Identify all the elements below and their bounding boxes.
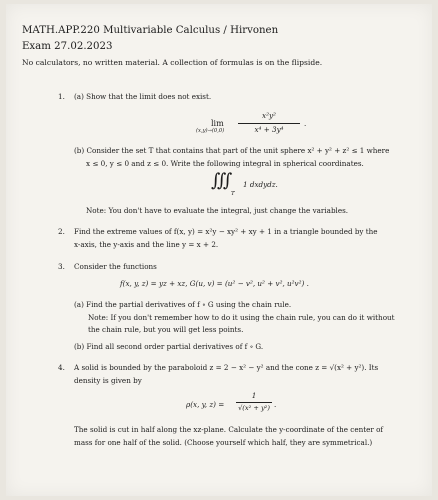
q3-number: 3. (58, 262, 65, 271)
q1b-line2: x ≤ 0, y ≤ 0 and z ≤ 0. Write the following integral in spherical coordinates. (86, 159, 364, 168)
q1-lim-denominator: x⁴ + 3y⁴ (254, 125, 284, 134)
q2-line2: x-axis, the y-axis and the line y = x + 2. (74, 240, 219, 249)
q3-note-line1: Note: If you don't remember how to do it using the chain rule, you can do it without (88, 313, 395, 322)
q3a-text: (a) Find the partial derivatives of f ∘ G using the chain rule. (74, 300, 292, 309)
q4-line1: A solid is bounded by the paraboloid z = 2 − x² − y² and the cone z = √(x² + y²). Its (74, 363, 379, 372)
q4-rho-period: . (274, 400, 277, 409)
q1-number: 1. (58, 92, 65, 101)
q1-lim-word: lim (211, 119, 224, 128)
q4-line4: mass for one half of the solid. (Choose yourself which half, they are symmetrical.) (74, 438, 373, 447)
exam-date: Exam 27.02.2023 (22, 41, 113, 52)
q1-integrand: 1 dxdydz. (243, 180, 278, 189)
exam-sheet (6, 4, 432, 496)
q2-number: 2. (58, 227, 65, 236)
q1-note: Note: You don't have to evaluate the integral, just change the variables. (86, 206, 349, 215)
q4-line3: The solid is cut in half along the xz-plane. Calculate the y-coordinate of the center of (74, 425, 384, 434)
q4-rho-lhs: ρ(x, y, z) = (186, 400, 225, 409)
q1-integral-subscript: T (231, 191, 235, 197)
q3-note-line2: the chain rule, but you will get less points. (88, 325, 244, 334)
course-title: MATH.APP.220 Multivariable Calculus / Hirvonen (22, 25, 279, 36)
q1-lim-numerator: x²y² (262, 111, 276, 120)
q3b-text: (b) Find all second order partial derivatives of f ∘ G. (74, 342, 264, 351)
q4-line2: density is given by (74, 376, 142, 385)
q1a-text: (a) Show that the limit does not exist. (74, 92, 212, 101)
q1-fraction-bar (238, 123, 300, 124)
q4-rho-numerator: 1 (251, 391, 257, 400)
q1b-line1: (b) Consider the set T that contains that part of the unit sphere x² + y² + z² ≤ 1 where (74, 146, 390, 155)
q4-rho-denominator: √(x² + y²) (238, 404, 270, 412)
q1-lim-period: . (304, 119, 307, 128)
q4-fraction-bar (236, 402, 272, 403)
exam-instructions: No calculators, no written material. A collection of formulas is on the flipside. (22, 58, 323, 67)
q4-number: 4. (58, 363, 65, 372)
q2-line1: Find the extreme values of f(x, y) = x²y − xy² + xy + 1 in a triangle bounded by the (74, 227, 378, 236)
q3-functions: f(x, y, z) = yz + xz, G(u, v) = (u² − v², u² + v², u²v²) . (120, 279, 309, 288)
q1-lim-subscript: (x,y)→(0,0) (196, 128, 225, 134)
q3-intro: Consider the functions (74, 262, 157, 271)
q1-triple-integral-sign: ∭ (211, 170, 233, 191)
